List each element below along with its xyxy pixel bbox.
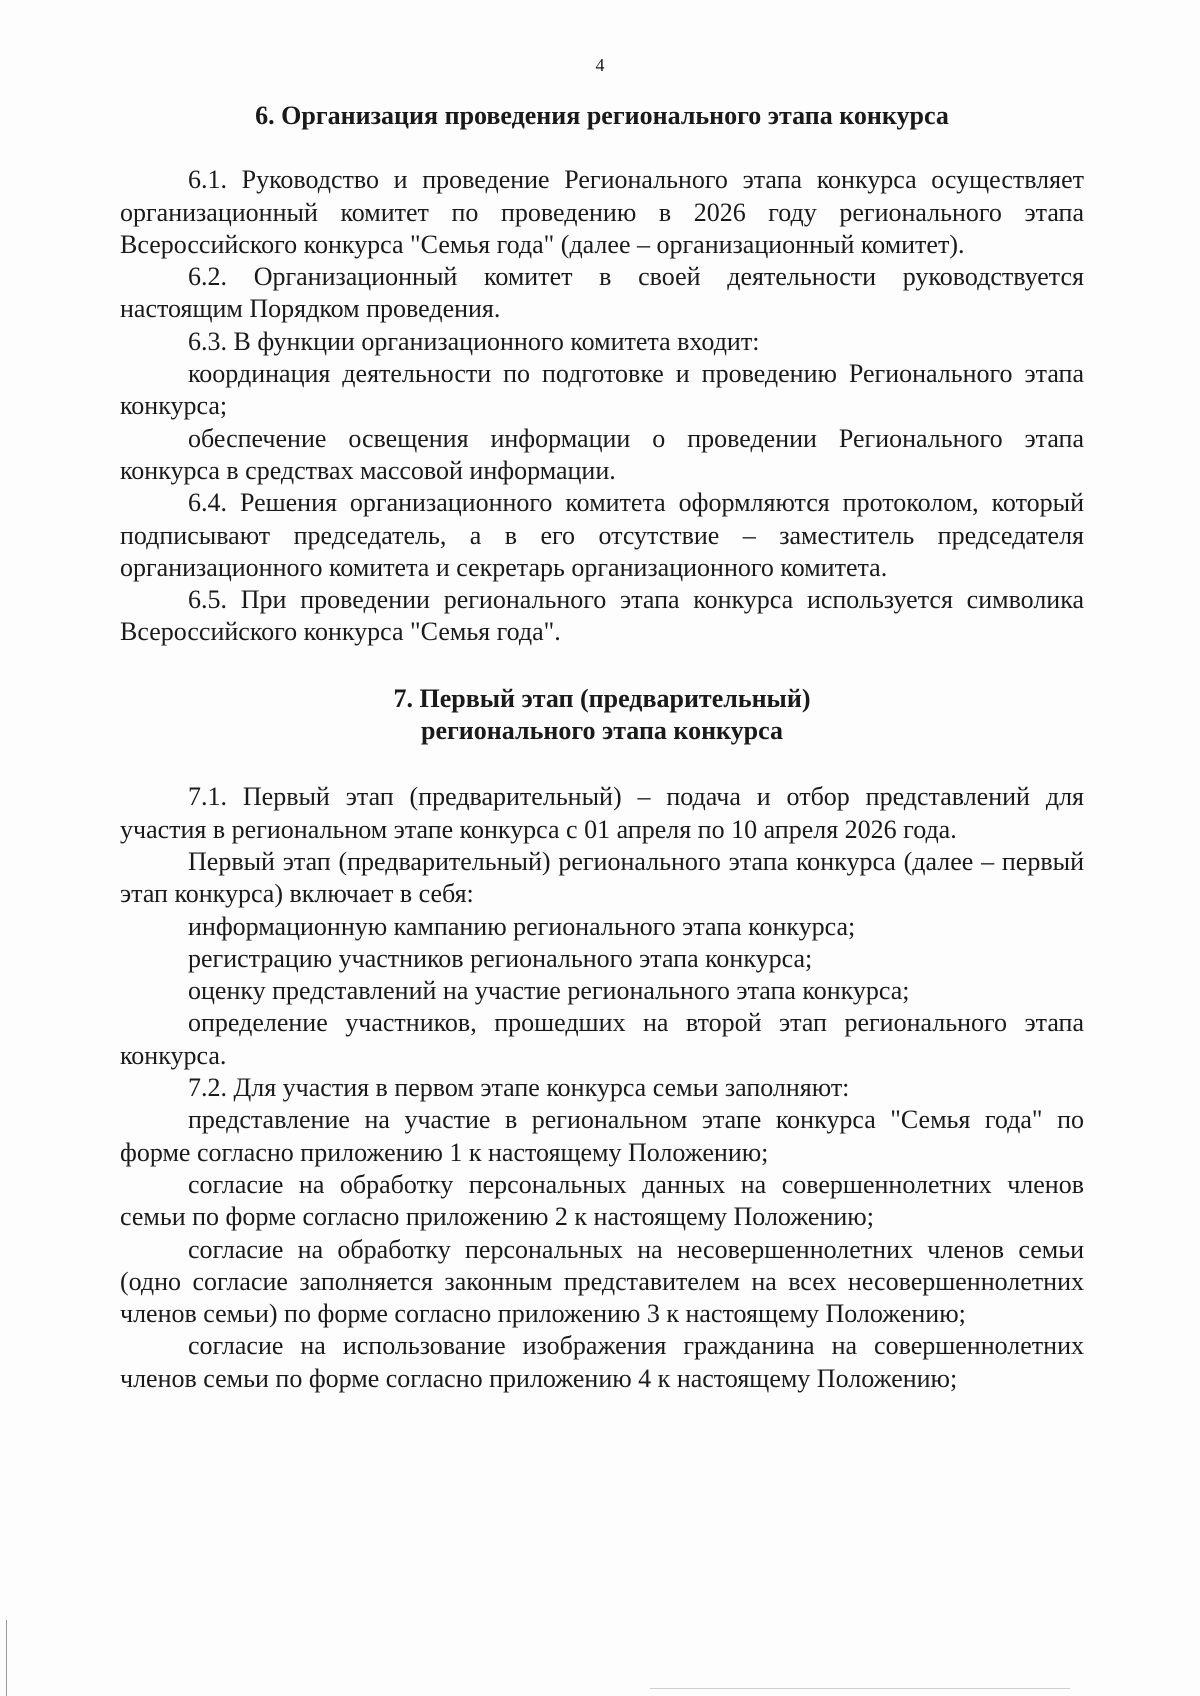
paragraph-7-2-item-4: согласие на использование изображения гражданина на совершеннолетних членов семьи по форме согласно приложению 4 к настоящему Положению; xyxy=(120,1331,1084,1393)
paragraph-7-1-scope: Первый этап (предварительный) регионального этапа конкурса (далее – первый этап конкурса) включает в себя: xyxy=(120,846,1084,909)
page-number: 4 xyxy=(595,55,605,75)
paragraph-7-2: 7.2. Для участия в первом этапе конкурса семьи заполняют: xyxy=(188,1073,850,1103)
section-7-heading-line-1: 7. Первый этап (предварительный) xyxy=(393,683,811,713)
paragraph-6-3-item-2: обеспечение освещения информации о проведении Регионального этапа конкурса в средствах массовой информации. xyxy=(120,423,1084,485)
document-body xyxy=(120,100,1084,1395)
paragraph-7-1-item-4: определение участников, прошедших на второй этап регионального этапа конкурса. xyxy=(120,1008,1084,1070)
paragraph-7-2-item-3: согласие на обработку персональных на несовершеннолетних членов семьи (одно согласие заполняется законным представителем на всех несовершеннолетних членов семьи) по форме согласно приложению 3 к настоящему Положению; xyxy=(120,1234,1084,1329)
section-6-heading: 6. Организация проведения регионального этапа конкурса xyxy=(255,101,949,130)
scan-bottom-mark xyxy=(650,1688,1070,1689)
paragraph-6-3-item-1: координация деятельности по подготовке и проведению Регионального этапа конкурса; xyxy=(120,359,1084,421)
paragraph-6-5: 6.5. При проведении регионального этапа конкурса используется символика Всероссийского конкурса "Семья года". xyxy=(120,585,1084,647)
paragraph-6-3: 6.3. В функции организационного комитета входит: xyxy=(188,326,760,356)
paragraph-6-2: 6.2. Организационный комитет в своей деятельности руководствуется настоящим Порядком проведения. xyxy=(120,262,1084,324)
paragraph-7-1-item-1: информационную кампанию регионального этапа конкурса; xyxy=(188,911,856,941)
paragraph-7-2-item-2: согласие на обработку персональных данных на совершеннолетних членов семьи по форме согласно приложению 2 к настоящему Положению; xyxy=(120,1169,1084,1232)
scan-edge-mark xyxy=(6,1620,7,1696)
section-7-heading xyxy=(120,683,1084,748)
paragraph-7-2-item-1: представление на участие в региональном этапе конкурса "Семья года" по форме согласно приложению 1 к настоящему Положению; xyxy=(120,1105,1084,1167)
paragraph-7-1-item-2: регистрацию участников регионального этапа конкурса; xyxy=(188,943,813,973)
paragraph-6-1: 6.1. Руководство и проведение Регионального этапа конкурса осуществляет организационный комитет по проведению в 2026 году регионального этапа Всероссийского конкурса "Семья года" (далее – организационный комитет). xyxy=(120,165,1084,259)
paragraph-7-1: 7.1. Первый этап (предварительный) – подача и отбор представлений для участия в региональном этапе конкурса с 01 апреля по 10 апреля 2026 года. xyxy=(120,782,1084,844)
section-7-heading-line-2: регионального этапа конкурса xyxy=(421,716,783,746)
paragraph-6-4: 6.4. Решения организационного комитета оформляются протоколом, который подписывают председатель, а в его отсутствие – заместитель председателя организационного комитета и секретарь организационного комитета. xyxy=(120,488,1084,582)
paragraph-7-1-item-3: оценку представлений на участие регионального этапа конкурса; xyxy=(188,976,910,1006)
